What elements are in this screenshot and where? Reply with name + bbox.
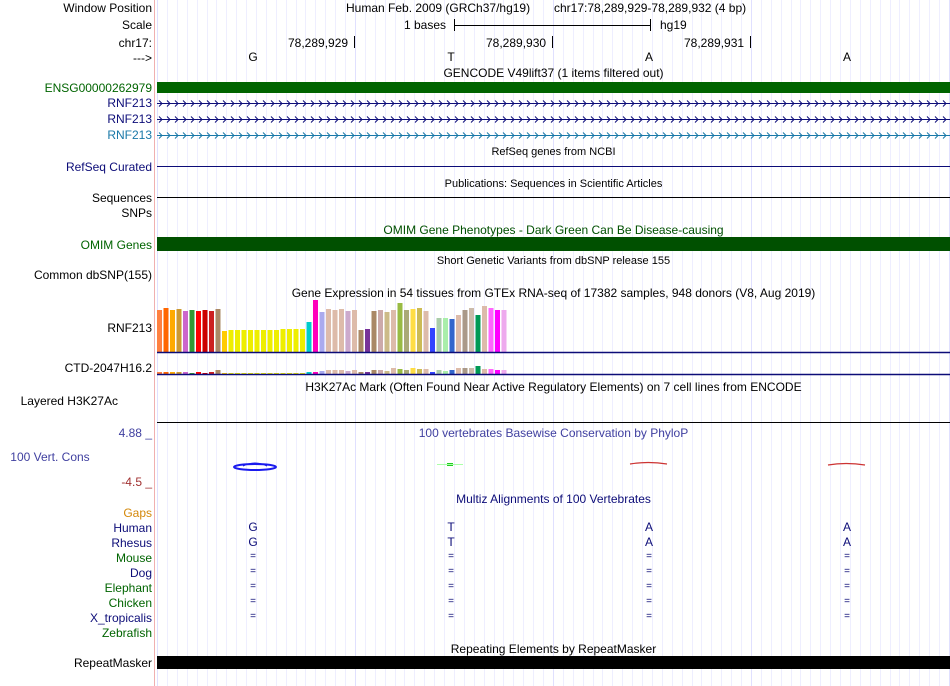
coord-2: 78,289,930 [486,36,547,50]
gtex-tissue-bar [209,311,214,352]
gtex-tissue-bar [333,370,338,374]
gtex-tissue-bar [255,330,260,352]
gtex-tissue-bar [411,309,416,352]
gtex-tissue-bar [469,368,474,374]
gtex-tissue-bar [203,310,208,352]
gtex-tissue-bar [326,309,331,352]
gtex-tissue-bar [404,370,409,374]
gtex-tissue-bar [365,329,370,352]
gtex-tissue-bar [463,368,468,374]
gtex-tissue-bar [248,330,253,352]
species-base: = [646,596,652,607]
gtex-tissue-bar [177,372,182,374]
h3k27ac-baseline [157,422,950,423]
species-base: = [250,596,256,607]
species-label[interactable]: Dog [129,566,152,580]
gtex-tissue-bar [346,311,351,352]
gtex-tissue-bar [437,370,442,374]
gtex-tissue-bar [359,372,364,374]
gtex-title[interactable]: Gene Expression in 54 tissues from GTEx RNA-seq of 17382 samples, 948 donors (V8, Aug 2019) [291,286,816,300]
cons-title[interactable]: 100 vertebrates Basewise Conservation by PhyloP [418,426,689,440]
gtex-tissue-bar [346,371,351,374]
gtex-tissue-bar [391,368,396,374]
cons-max-label: 4.88 _ [118,426,152,440]
multiz-gaps-label[interactable]: Gaps [123,506,152,520]
species-base: = [646,581,652,592]
species-base: = [448,581,454,592]
ref-base: T [447,50,455,64]
coord-tick-1 [354,36,355,48]
species-base: = [250,551,256,562]
gtex-tissue-bar [216,370,221,374]
gtex-tissue-bar [177,309,182,352]
h3k27ac-title[interactable]: H3K27Ac Mark (Often Found Near Active Regulatory Elements) on 7 cell lines from ENCODE [305,380,802,394]
gtex-tissue-bar [391,310,396,352]
cons-min-label: -4.5 _ [121,475,152,489]
species-base: = [844,596,850,607]
species-base: = [250,581,256,592]
gtex-tissue-bar [359,330,364,352]
ref-base: A [842,50,851,64]
gtex-tissue-bar [450,370,455,374]
assembly-text: Human Feb. 2009 (GRCh37/hg19) [346,1,531,15]
gtex-tissue-bar [398,303,403,352]
coord-1: 78,289,929 [288,36,349,50]
gtex-tissue-bar [482,369,487,374]
gtex-gene-label[interactable]: RNF213 [107,321,152,335]
gtex-tissue-bar [229,330,234,352]
gtex-tissue-bar [430,328,435,352]
gtex-tissue-bar [274,330,279,352]
gtex-tissue-bar [430,372,435,374]
gtex-tissue-bar [411,368,416,374]
gtex-tissue-bar [424,311,429,352]
gtex-tissue-bar [495,370,500,374]
gtex-tissue-bar [164,308,169,352]
gtex-tissue-bar [333,310,338,352]
species-base: = [448,611,454,622]
gencode-item-label[interactable]: ENSG00000262979 [44,81,152,95]
gtex-tissue-bar [339,370,344,374]
gtex-tissue-bar [417,308,422,352]
gtex-tissue-bar [417,369,422,374]
gtex-tissue-bar [463,310,468,352]
refseq-label[interactable]: RefSeq Curated [65,160,152,174]
gtex-tissue-bar [502,310,507,352]
gtex-tissue-bar [313,372,318,374]
species-base: G [248,535,258,549]
gtex-tissue-bar [190,310,195,352]
species-base: = [844,566,850,577]
position-text: chr17:78,289,929-78,289,932 (4 bp) [554,1,747,15]
gtex-tissue-bar [352,310,357,352]
coord-tick-2 [552,36,553,48]
gtex-tissue-bar [372,311,377,352]
species-base: = [250,611,256,622]
gtex-tissue-bar [450,319,455,352]
gtex-tissue-bar [196,311,201,352]
refseq-title[interactable]: RefSeq genes from NCBI [491,146,616,158]
gtex-tissue-bar [424,369,429,374]
gencode-item-label[interactable]: RNF213 [107,128,152,142]
gtex-tissue-bar [157,372,162,374]
gtex-tissue-bar [456,368,461,374]
species-base: = [448,596,454,607]
gtex-tissue-bar [307,372,312,374]
species-base: T [447,535,455,549]
dbsnp-title[interactable]: Short Genetic Variants from dbSNP release 155 [436,255,671,267]
scale-label[interactable]: Scale [121,18,152,32]
gtex-tissue-bar [489,308,494,352]
gencode-transcript-1[interactable] [157,97,950,109]
gtex-tissue-bar [313,300,318,352]
gtex-bars-ctd[interactable] [157,356,950,376]
scale-text: 1 bases [404,18,447,32]
ref-base: G [248,50,258,64]
omim-gene-bar[interactable] [157,237,950,251]
gencode-title[interactable]: GENCODE V49lift37 (1 items filtered out) [443,66,664,80]
gencode-transcript-3[interactable] [157,129,950,141]
omim-title[interactable]: OMIM Gene Phenotypes - Dark Green Can Be Disease-causing [383,223,724,237]
ref-base: A [644,50,653,64]
gtex-tissue-bar [489,369,494,374]
species-label[interactable]: Rhesus [111,536,152,550]
gtex-tissue-bar [372,370,377,374]
gtex-tissue-bar [456,315,461,352]
species-base: = [844,611,850,622]
species-label[interactable]: Human [113,521,152,535]
species-base: = [250,566,256,577]
species-label[interactable]: Elephant [104,581,152,595]
gtex-tissue-bar [307,322,312,352]
label-divider [154,0,155,686]
gtex-tissue-bar [209,372,214,374]
gtex-tissue-bar [469,308,474,352]
gtex-tissue-bar [339,309,344,352]
gtex-tissue-bar [404,310,409,352]
species-base: T [447,520,455,534]
gtex-tissue-bar [476,366,481,374]
species-label[interactable]: Chicken [108,596,152,610]
gtex-tissue-bar [242,330,247,352]
h3k27ac-label[interactable]: Layered H3K27Ac [20,394,118,408]
species-base: G [248,520,258,534]
gencode-gene-bar[interactable] [157,82,950,93]
publications-line [157,197,950,198]
gtex-tissue-bar [183,311,188,352]
gtex-tissue-bar [365,372,370,374]
strand-arrow-label[interactable]: ---> [133,51,152,65]
gtex-tissue-bar [170,310,175,352]
cons-graph[interactable] [157,456,950,476]
species-base: A [842,535,851,549]
gencode-item-label[interactable]: RNF213 [107,96,152,110]
gtex-tissue-bar [196,372,201,374]
gtex-tissue-bar [443,318,448,352]
chrom-label[interactable]: chr17: [118,36,152,50]
gtex-tissue-bar [476,315,481,352]
gtex-tissue-bar [385,371,390,374]
species-base: = [844,551,850,562]
species-base: A [644,535,653,549]
gtex-tissue-bar [268,330,273,352]
gtex-tissue-bar [261,330,266,352]
species-base: = [448,566,454,577]
gtex-tissue-bar [222,331,227,352]
species-base: A [842,520,851,534]
coord-3: 78,289,931 [684,36,745,50]
species-base: = [646,551,652,562]
gtex-tissue-bar [443,371,448,374]
species-label[interactable]: Mouse [115,551,152,565]
gtex-tissue-bar [216,309,221,352]
gtex-tissue-bar [326,370,331,374]
scale-bar [454,18,651,32]
repeatmasker-title[interactable]: Repeating Elements by RepeatMasker [450,642,657,656]
species-base: A [644,520,653,534]
species-base: = [844,581,850,592]
gtex-tissue-bar [300,329,305,352]
gtex-tissue-bar [294,329,299,352]
snps-label[interactable]: SNPs [121,206,152,220]
gtex-tissue-bar [157,310,162,352]
gtex-tissue-bar [378,370,383,374]
species-base: = [646,611,652,622]
publications-title[interactable]: Publications: Sequences in Scientific Articles [444,178,663,190]
species-base: = [448,551,454,562]
scale-db: hg19 [660,18,687,32]
species-base: = [646,566,652,577]
publications-label[interactable]: Sequences [91,191,152,205]
gtex-tissue-bar [385,312,390,352]
repeatmasker-label[interactable]: RepeatMasker [73,656,152,670]
species-label[interactable]: Zebrafish [101,626,152,640]
gtex-tissue-bar [437,318,442,352]
gtex-tissue-bar [352,370,357,374]
refseq-line [157,166,950,167]
multiz-title[interactable]: Multiz Alignments of 100 Vertebrates [456,492,651,506]
gtex-tissue-bar [170,372,175,374]
coord-tick-3 [750,36,751,48]
gencode-item-label[interactable]: RNF213 [107,112,152,126]
gtex-tissue-bar [235,330,240,352]
window-position-label[interactable]: Window Position [63,1,152,15]
gtex-tissue-bar [482,306,487,352]
repeatmasker-bar[interactable] [157,656,950,669]
gtex-tissue-bar [495,310,500,352]
omim-label[interactable]: OMIM Genes [80,238,152,252]
cons-label[interactable]: 100 Vert. Cons [10,450,90,464]
gtex-tissue-bar [164,372,169,374]
gtex-tissue-bar [320,312,325,352]
gtex-tissue-bar [281,329,286,352]
dbsnp-label[interactable]: Common dbSNP(155) [33,268,152,282]
species-label[interactable]: X_tropicalis [89,611,152,625]
gtex-tissue-bar [502,370,507,374]
gtex-tissue-bar [320,371,325,374]
gtex-gene-label[interactable]: CTD-2047H16.2 [64,361,152,375]
gtex-tissue-bar [398,369,403,374]
gtex-bars-rnf213[interactable] [157,300,950,355]
gtex-tissue-bar [287,329,292,352]
gtex-tissue-bar [183,372,188,374]
gencode-transcript-2[interactable] [157,113,950,125]
gtex-tissue-bar [378,310,383,352]
